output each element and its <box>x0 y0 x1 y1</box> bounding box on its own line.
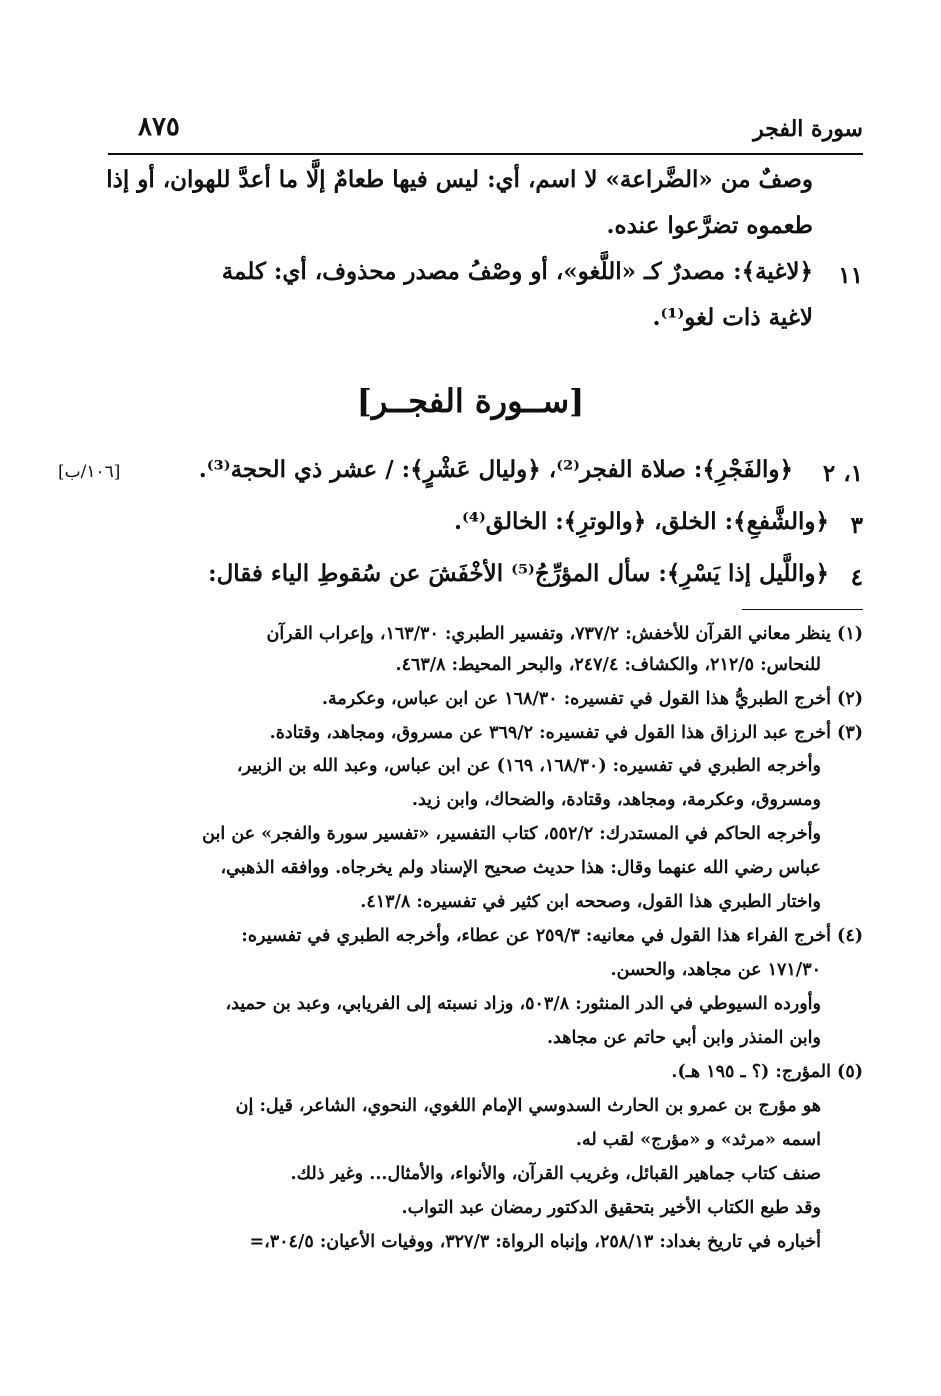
footnote-3-line-2: وأخرجه الطبري في تفسيره: (١٦٨/٣٠، ١٦٩) عن ابن عباس، وعبد الله بن الزبير، <box>236 756 821 776</box>
footnote-5-line-6: أخباره في تاريخ بغداد: ٢٥٨/١٣، وإنباه الرواة: ٣٢٧/٣، ووفيات الأعيان: ٣٠٤/٥،= <box>249 1232 821 1252</box>
footnote-3-line-6: واختار الطبري هذا القول، وصححه ابن كثير في تفسيره: ٤١٣/٨. <box>360 892 821 912</box>
verse-number-3: ٣ <box>850 512 863 539</box>
footnote-5-line-4: صنف كتاب جماهير القبائل، وغريب القرآن، والأنواء، والأمثال... وغير ذلك. <box>290 1164 821 1184</box>
folio-marker: [١٠٦/ب] <box>58 462 121 482</box>
page-number: ٨٧٥ <box>138 112 180 142</box>
verse-1-2-text: ﴿والفَجْرِ﴾: صلاة الفجر⁽²⁾، ﴿وليال عَشْرٍ﴾: / عشر ذي الحجة⁽³⁾. <box>198 456 793 483</box>
running-header-title: سورة الفجر <box>753 116 863 142</box>
footnote-4-line-1: (٤) أخرج الفراء هذا القول في معانيه: ٢٥٩/٣ عن عطاء، وأخرجه الطبري في تفسيره: <box>241 926 863 946</box>
footnote-5-line-2: هو مؤرج بن عمرو بن الحارث السدوسي الإمام اللغوي، النحوي، الشاعر، قيل: إن <box>235 1096 821 1116</box>
footnote-3-line-4: وأخرجه الحاكم في المستدرك: ٥٥٢/٢، كتاب التفسير، «تفسير سورة والفجر» عن ابن <box>202 824 821 844</box>
verse-number-11: ١١ <box>838 262 863 289</box>
body-line-2: طعموه تضرَّعوا عنده. <box>606 212 813 239</box>
verse-11-line-2: لاغية ذات لغو⁽¹⁾. <box>652 304 813 331</box>
verse-11-line-1: ﴿لاغية﴾: مصدرٌ كـ «اللَّغو»، أو وصْفُ مصدر محذوف، أي: كلمة <box>221 258 813 285</box>
footnote-1-line-2: للنحاس: ٢١٢/٥، والكشاف: ٢٤٧/٤، والبحر المحيط: ٤٦٣/٨. <box>395 655 821 675</box>
footnote-4-line-2: ١٧١/٣٠ عن مجاهد، والحسن. <box>610 960 821 980</box>
footnote-3-line-5: عباس رضي الله عنهما وقال: هذا حديث صحيح الإسناد ولم يخرجاه. ووافقه الذهبي، <box>220 858 821 878</box>
verse-4-text: ﴿واللَّيل إذا يَسْرِ﴾: سأل المؤرِّجُ⁽⁵⁾ الأخْفَشَ عن سُقوطِ الياء فقال: <box>208 560 829 587</box>
footnote-1-line-1: (١) ينظر معاني القرآن للأخفش: ٧٣٧/٢، وتفسير الطبري: ١٦٣/٣٠، وإعراب القرآن <box>266 624 863 644</box>
body-line-1: وصفٌ من «الضَّراعة» لا اسم، أي: ليس فيها طعامٌ إلَّا ما أعدَّ للهوان، أو إذا <box>106 166 813 193</box>
header-rule <box>108 153 863 155</box>
footnote-3-line-3: ومسروق، وعكرمة، ومجاهد، وقتادة، والضحاك، وابن زيد. <box>411 790 821 810</box>
footnote-5-line-1: (٥) المؤرج: (؟ ـ ١٩٥ هـ). <box>671 1062 863 1082</box>
footnote-3-line-1: (٣) أخرج عبد الرزاق هذا القول في تفسيره: ٣٦٩/٢ عن مسروق، ومجاهد، وقتادة. <box>269 723 863 743</box>
verse-3-text: ﴿والشَّفعِ﴾: الخلق، ﴿والوترِ﴾: الخالق⁽⁴⁾. <box>454 508 829 535</box>
footnote-4-line-4: وابن المنذر وابن أبي حاتم عن مجاهد. <box>546 1028 821 1048</box>
surah-heading: [ســورة الفجــر] <box>356 382 585 420</box>
footnote-5-line-3: اسمه «مرثد» و «مؤرج» لقب له. <box>575 1130 821 1150</box>
footnote-4-line-3: وأورده السيوطي في الدر المنثور: ٥٠٣/٨، وزاد نسبته إلى الفريابي، وعبد بن حميد، <box>225 994 821 1014</box>
footnote-2-line-1: (٢) أخرج الطبريُّ هذا القول في تفسيره: ١٦٨/٣٠ عن ابن عباس، وعكرمة. <box>321 689 863 709</box>
footnote-5-line-5: وقد طبع الكتاب الأخير بتحقيق الدكتور رمضان عبد التواب. <box>401 1198 821 1218</box>
verse-number-4: ٤ <box>850 564 863 591</box>
verse-number-1-2: ١، ٢ <box>822 460 863 487</box>
footnote-rule <box>742 609 863 610</box>
